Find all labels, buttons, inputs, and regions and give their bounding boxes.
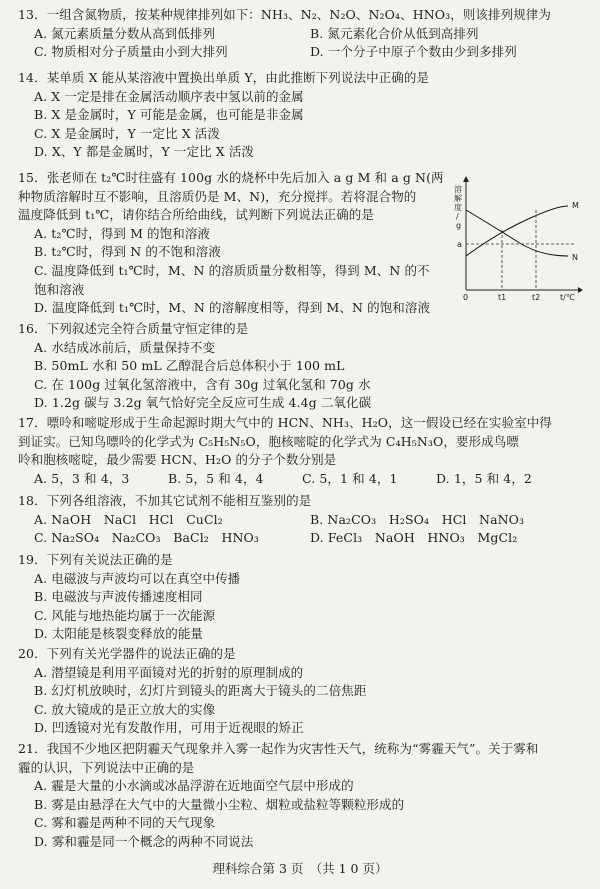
question-stem: 14．某单质 X 能从某溶液中置换出单质 Y，由此推断下列说法中正确的是 [18,70,430,85]
question-16 [18,320,590,413]
question-stem: 16．下列叙述完全符合质量守恒定律的是 [18,321,249,336]
question-20 [18,645,590,738]
option-d: D. 太阳能是核裂变释放的能量 [34,626,204,642]
option-a: A. t₂℃时，得到 M 的饱和溶液 [34,225,211,241]
option-d: D. 温度降低到 t₁℃时，M、N 的溶解度相等，得到 M、N 的饱和溶液 [34,300,431,316]
option-d: D. 一个分子中原子个数由少到多排列 [310,44,517,60]
option-c: C. 物质相对分子质量由小到大排列 [34,44,228,60]
question-stem: 21．我国不少地区把阴霾天气现象并入雾一起作为灾害性天气，统称为“雾霾天气”。关于雾和 [18,741,539,756]
option-d: D. 凹透镜对光有发散作用，可用于近视眼的矫正 [34,720,304,736]
page-footer: 理科综合第 3 页 （共 1 0 页） [212,861,388,876]
option-a: A. NaOH NaCl HCl CuCl₂ [34,511,223,527]
option-c: C. Na₂SO₄ Na₂CO₃ BaCl₂ HNO₃ [34,530,260,546]
question-stem: 13．一组含氮物质，按某种规律排列如下：NH₃、N₂、N₂O、N₂O₄、HNO₃，则该排列规律为 [18,7,552,22]
option-b: B. 电磁波与声波传播速度相同 [34,589,203,605]
question-14 [18,69,590,162]
question-21 [18,740,590,852]
question-stem: 温度降低到 t₁℃，请你结合所给曲线，试判断下列说法正确的是 [18,207,374,223]
option-d: D. 1.2g 碳与 3.2g 氧气恰好完全反应可生成 4.4g 二氧化碳 [34,395,372,411]
option-a: A. 霾是大量的小水滴或冰晶浮游在近地面空气层中形成的 [34,778,354,794]
option-d: D. 雾和霾是同一个概念的两种不同说法 [34,833,254,849]
option-c: C. 风能与地热能均属于一次能源 [34,607,216,623]
solubility-curve-figure [456,176,594,306]
option-b: B. 氮元素化合价从低到高排列 [310,25,479,41]
curve-m [466,206,568,256]
question-stem: 17．嘌呤和嘧啶形成于生命起源时期大气中的 HCN、NH₃、H₂O，这一假设已经在实验室中得 [18,415,552,430]
option-c: C. 雾和霾是两种不同的天气现象 [34,815,216,831]
option-a: A. 氮元素质量分数从高到低排列 [34,25,216,41]
option-c: C. X 是金属时，Y 一定比 X 活泼 [34,125,221,141]
y-axis-label-char: / [456,212,459,221]
option-a: A. 5，3 和 4，3 [34,470,130,486]
y-axis-label-char: 解 [454,194,462,203]
question-stem: 霾的认识，下列说法中正确的是 [18,759,195,775]
x-tick-t2: t2 [532,293,541,302]
option-d: D. FeCl₃ NaOH HNO₃ MgCl₂ [310,530,518,546]
x-tick-origin: 0 [463,293,469,302]
curve-n-label: N [572,253,578,262]
y-axis-label-char: 溶 [454,185,462,194]
option-a: A. 电磁波与声波均可以在真空中传播 [34,570,241,586]
curve-m-label: M [572,201,579,210]
option-b: B. 5，5 和 4，4 [168,470,264,486]
y-tick-a: a [457,240,462,249]
option-d: D. X、Y 都是金属时，Y 一定比 X 活泼 [34,144,255,160]
option-b: B. 50mL 水和 50 mL 乙醇混合后总体积小于 100 mL [34,358,345,374]
curve-n [466,210,568,256]
option-a: A. 潜望镜是利用平面镜对光的折射的原理制成的 [34,664,304,680]
option-b: B. X 是金属时，Y 可能是金属，也可能是非金属 [34,107,304,123]
option-b: B. 幻灯机放映时，幻灯片到镜头的距离大于镜头的二倍焦距 [34,683,367,699]
option-c: C. 在 100g 过氧化氢溶液中，含有 30g 过氧化氢和 70g 水 [34,376,371,392]
question-18 [18,492,590,548]
option-d: D. 1，5 和 4，2 [436,470,532,486]
option-b: B. 雾是由悬浮在大气中的大量微小尘粒、烟粒或盐粒等颗粒形成的 [34,796,405,812]
y-axis-label-char: g [456,221,462,230]
question-19 [18,551,590,644]
question-stem: 15．张老师在 t₂℃时往盛有 100g 水的烧杯中先后加入 a g M 和 a g N(两 [18,170,444,185]
x-tick-t1: t1 [498,293,507,302]
question-stem: 呤和胞核嘧啶，最少需要 HCN、H₂O 的分子个数分别是 [18,452,337,468]
question-stem: 19．下列有关说法正确的是 [18,552,173,567]
option-c: C. 放大镜成的是正立放大的实像 [34,701,216,717]
option-b: B. Na₂CO₃ H₂SO₄ HCl NaNO₃ [310,511,525,527]
option-a: A. 水结成冰前后，质量保持不变 [34,339,216,355]
question-stem: 20．下列有关光学器件的说法正确的是 [18,646,236,661]
question-stem: 到证实。已知鸟嘌呤的化学式为 C₅H₅N₅O，胞核嘧啶的化学式为 C₄H₅N₃O，要形成鸟嘌 [18,433,519,449]
option-b: B. t₂℃时，得到 N 的不饱和溶液 [34,244,221,260]
option-c: C. 5，1 和 4，1 [302,470,398,486]
x-axis-label: t/℃ [560,293,575,302]
y-axis-label-char: 度 [454,203,462,212]
question-stem: 种物质溶解时互不影响，且溶质仍是 M、N)，充分搅拌。若将混合物的 [18,188,417,204]
option-a: A. X 一定是排在金属活动顺序表中氢以前的金属 [34,88,304,104]
option-c: C. 温度降低到 t₁℃时，M、N 的溶质质量分数相等，得到 M、N 的不 [34,262,430,278]
option-c-continued: 饱和溶液 [34,281,85,297]
question-17 [18,414,590,488]
question-13 [18,6,590,62]
question-stem: 18．下列各组溶液，不加其它试剂不能相互鉴别的是 [18,493,312,508]
